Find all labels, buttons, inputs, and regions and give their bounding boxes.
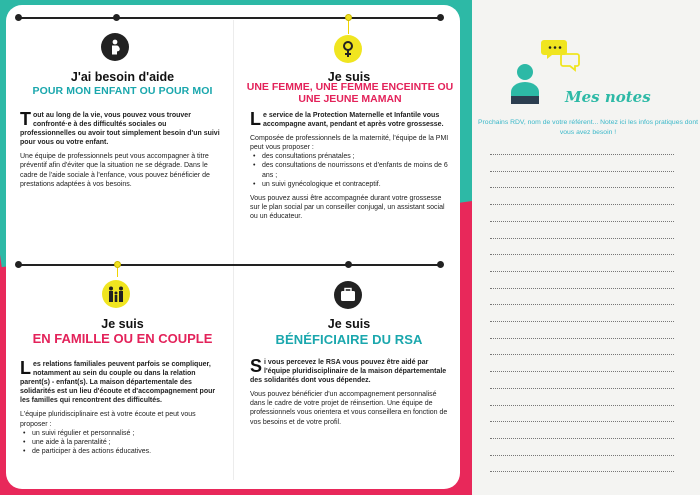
note-line[interactable] — [490, 421, 674, 422]
note-line[interactable] — [490, 187, 674, 188]
section-subheading: BÉNÉFICIAIRE DU RSA — [275, 332, 423, 347]
section-subheading: EN FAMILLE OU EN COUPLE — [32, 331, 213, 346]
section-heading: Je suis — [327, 70, 371, 84]
note-line[interactable] — [490, 288, 674, 289]
notes-title: Mes notes — [565, 88, 651, 106]
section-text: Tout au long de la vie, vous pouvez vous trouver confronté·e à des difficultés sociales ou professionnelles ou avoir tout simplement besoin d'un suivi pour vous ou votre enfant. Une équipe de professionnels peut vous accompagner à titre préventif afin d'éviter que la situation ne se dégrade. Dans le cadre de l'aide sociale à l'enfance, vous pouvez bénéficier de prestations adaptées à vos besoins. — [20, 109, 220, 188]
note-line[interactable] — [490, 221, 674, 222]
timeline-marker — [114, 261, 121, 268]
briefcase-icon — [334, 281, 362, 309]
pregnant-person-icon — [101, 33, 129, 61]
note-line[interactable] — [490, 304, 674, 305]
section-text: Les relations familiales peuvent parfois se compliquer, notamment au sein du couple ou dans la relation parent(s) - enfant(s). La maison départementale des solidarités est un lieu d'écoute et d'accompagnement pour les familles qui rencontrent des difficultés. L'équipe pluridisciplinaire est à votre écoute et peut vous proposer : • un suivi régulier et personnalisé ; • une aide à la parentalité ; • de participer à des actions éducatives. — [20, 360, 225, 456]
note-line[interactable] — [490, 388, 674, 389]
family-icon — [102, 280, 130, 308]
note-line[interactable] — [490, 471, 674, 472]
timeline-dot-right — [437, 261, 444, 268]
timeline-dot-left — [15, 14, 22, 21]
note-line[interactable] — [490, 171, 674, 172]
person-icon — [507, 62, 543, 104]
notes-subtitle: Prochains RDV, nom de votre référent... Notez ici les infos pratiques dont vous avez besoin ! — [478, 119, 699, 136]
note-line[interactable] — [490, 405, 674, 406]
note-line[interactable] — [490, 354, 674, 355]
section-text: Si vous percevez le RSA vous pouvez être aidé par l'équipe pluridisciplinaire de la maison départementale des solidarités dont vous dépendez. Vous pouvez bénéficier d'un accompagnement personnalisé dans le cadre de votre projet de réinsertion. Une équipe de professionnels vous orientera et vous conseillera en fonction de vos besoins et de votre profil. — [250, 356, 448, 426]
speech-bubbles-icon — [541, 36, 583, 74]
section-heading: Je suis — [101, 317, 144, 331]
note-line[interactable] — [490, 154, 674, 155]
top-timeline — [18, 17, 442, 19]
note-line[interactable] — [490, 371, 674, 372]
timeline-dot — [113, 14, 120, 21]
note-line[interactable] — [490, 321, 674, 322]
female-symbol-icon — [334, 35, 362, 63]
section-heading: J'ai besoin d'aide — [70, 70, 175, 84]
section-heading: Je suis — [327, 317, 371, 331]
middle-timeline — [18, 264, 442, 266]
note-line[interactable] — [490, 455, 674, 456]
timeline-marker — [345, 14, 352, 21]
timeline-dot — [345, 261, 352, 268]
note-line[interactable] — [490, 271, 674, 272]
section-subheading: POUR MON ENFANT OU POUR MOI — [32, 85, 213, 97]
note-line[interactable] — [490, 338, 674, 339]
note-line[interactable] — [490, 204, 674, 205]
timeline-dot-left — [15, 261, 22, 268]
note-line[interactable] — [490, 438, 674, 439]
section-subheading: UNE FEMME, UNE FEMME ENCEINTE OU UNE JEUNE MAMAN — [246, 81, 454, 105]
note-line[interactable] — [490, 238, 674, 239]
timeline-dot-right — [437, 14, 444, 21]
note-line[interactable] — [490, 254, 674, 255]
section-text: Le service de la Protection Maternelle et Infantile vous accompagne avant, pendant et après votre grossesse. Composée de professionnels de la maternité, l'équipe de la PMI peut vous proposer : • des consultations prénatales ; • des consultations de nourrissons et d'enfants de moins de 6 ans ; • un suivi gynécologique et contraceptif. Vous pouvez aussi être accompagnée durant votre grossesse sur le plan social par un conseiller conjugal, un assistant social ou un éducateur. — [250, 111, 450, 226]
